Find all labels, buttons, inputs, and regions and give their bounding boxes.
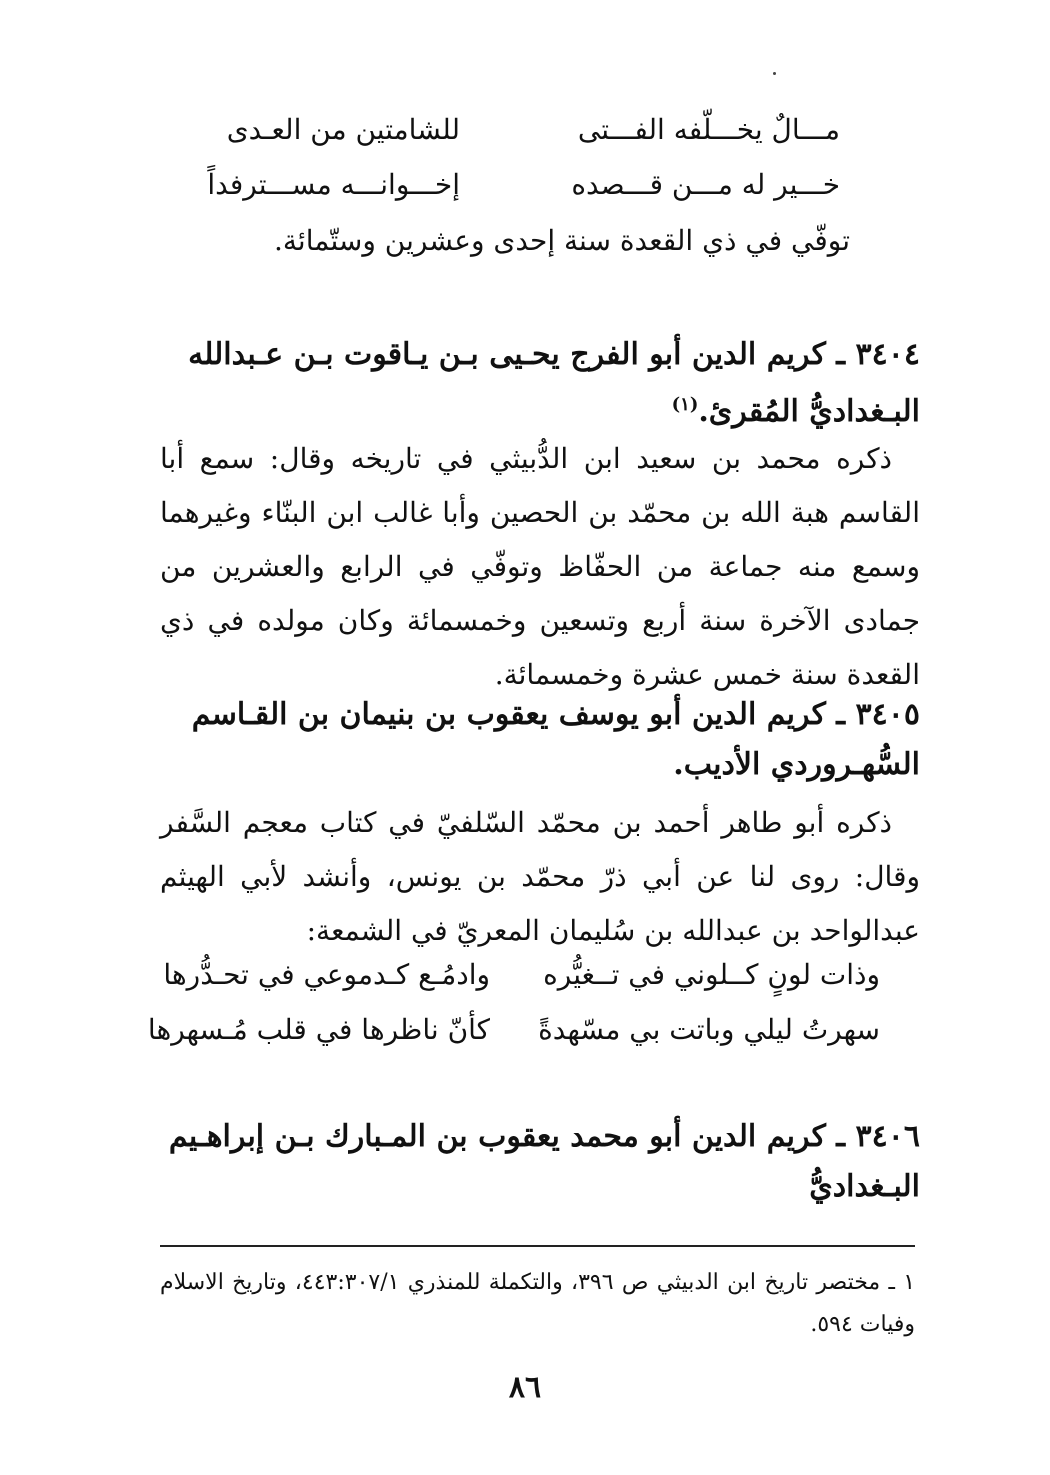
verse-hemistich-second: وادمُـع كـدموعي في تحـدُّرها (163, 958, 490, 991)
footnote-marker: (١) (671, 394, 699, 415)
page-number: ٨٦ (508, 1370, 542, 1405)
entry-body-3404: ذكره محمد بن سعيد ابن الدُّبيثي في تاريخه وقال: سمع أبا القاسم هبة الله بن محمّد بن الحصين وأبا غالب ابن البنّاء وغيرهما وسمع منه جماعة من الحفّاظ وتوفّي في الرابع والعشرين من جمادى الآخرة سنة أربع وتسعين وخمسمائة وكان مولده في ذي القعدة سنة خمس عشرة وخمسمائة. (160, 442, 920, 691)
verse-line-2 (160, 160, 920, 210)
verse-hemistich-second: للشامتين من العـدى (226, 113, 460, 146)
verse-hemistich-second: إخـــوانـــه مســـترفداً (207, 168, 460, 201)
footnote-divider (160, 1245, 915, 1247)
entry-heading-3404 (160, 330, 920, 437)
verse-hemistich-first: وذات لونٍ كــلوني في تــغيُّره (543, 958, 880, 991)
verse-hemistich-first: مـــالٌ يخـــلّفه الفـــتى (577, 113, 840, 146)
footnote-text: ١ ـ مختصر تاريخ ابن الدبيثي ص ٣٩٦، والتكملة للمنذري ٤٤٣:٣٠٧/١، وتاريخ الاسلام وفيات ٥٩٤. (160, 1270, 916, 1337)
entry-body-3405: ذكره أبو طاهر أحمد بن محمّد السّلفيّ في كتاب معجم السَّفر وقال: روى لنا عن أبي ذرّ محمّد بن يونس، وأنشد لأبي الهيثم عبدالواحد بن عبدالله بن سُليمان المعريّ في الشمعة: (160, 806, 920, 947)
verse-hemistich-first: سهرتُ ليلي وباتت بي مسّهدةً (538, 1013, 880, 1046)
verse-hemistich-first: خـــير له مـــن قـــصده (571, 168, 840, 201)
entry-heading-3406: ٣٤٠٦ ـ كريم الدين أبو محمد يعقوب بن المـبارك بـن إبراهـيم البـغداديُّ (168, 1119, 920, 1204)
death-note: توفّي في ذي القعدة سنة إحدى وعشرين وستّمائة. (274, 224, 850, 257)
entry-heading-text: ٣٤٠٤ ـ كريم الدين أبو الفرج يحـيى بـن يـاقوت بـن عـبدالله البـغداديُّ المُقرئ. (188, 337, 920, 429)
verse-hemistich-second: كأنّ ناظرها في قلب مُـسهرها (147, 1013, 490, 1046)
entry-heading-3405: ٣٤٠٥ ـ كريم الدين أبو يوسف يعقوب بن بنيمان بن القـاسم السُّهـروردي الأديب. (191, 697, 920, 782)
verse-line-3 (160, 950, 920, 1000)
print-speck (773, 72, 776, 75)
verse-line-4 (147, 1005, 920, 1055)
verse-line-1 (160, 105, 920, 155)
